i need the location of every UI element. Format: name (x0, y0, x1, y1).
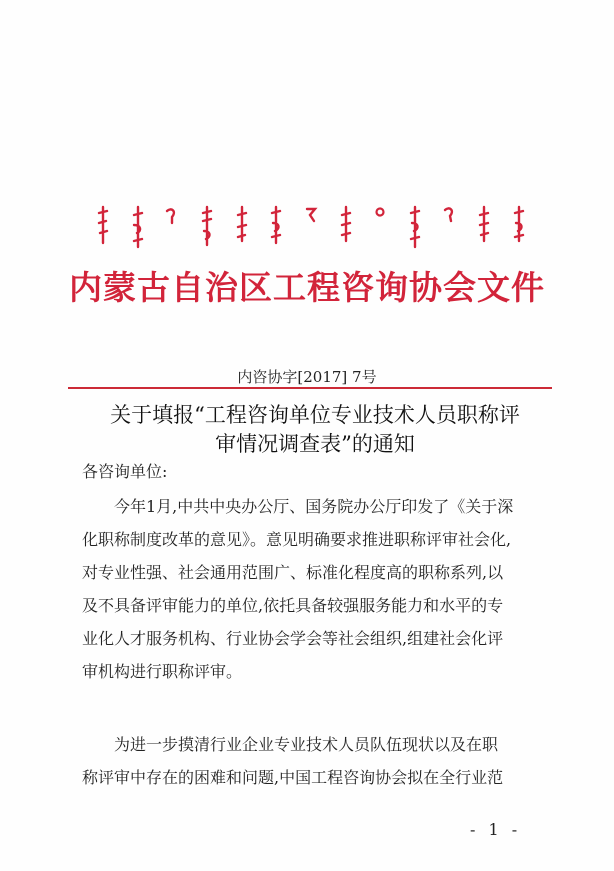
mongolian-script-glyph (373, 205, 387, 219)
paragraph-line: 今年1月,中共中央办公厅、国务院办公厅印发了《关于深 (82, 497, 514, 516)
document-number: 内咨协字[2017] 7号 (237, 368, 377, 386)
notice-title-line: 关于填报“工程咨询单位专业技术人员职称评 (110, 403, 520, 427)
page-number: - 1 - (470, 820, 522, 839)
paragraph-line: 业化人才服务机构、行业协会学会等社会组织,组建社会化评 (82, 629, 504, 648)
mongolian-script-header (96, 205, 526, 255)
paragraph-line: 审机构进行职称评审。 (82, 662, 243, 681)
notice-title-line: 审情况调查表”的通知 (215, 432, 415, 456)
mongolian-script-glyph (304, 205, 318, 223)
mongolian-script-glyph (235, 205, 249, 245)
mongolian-script-glyph (200, 205, 214, 249)
mongolian-script-glyph (477, 205, 491, 245)
mongolian-script-glyph (269, 205, 283, 247)
paragraph-line: 为进一步摸清行业企业专业技术人员队伍现状以及在职 (82, 735, 499, 754)
salutation: 各咨询单位: (82, 462, 168, 481)
paragraph-line: 称评审中存在的困难和问题,中国工程咨询协会拟在全行业范 (82, 768, 504, 787)
mongolian-script-glyph (165, 205, 179, 225)
mongolian-script-glyph (512, 205, 526, 245)
mongolian-script-glyph (339, 205, 353, 245)
body-paragraph (82, 728, 542, 794)
paragraph-line: 对专业性强、社会通用范围广、标准化程度高的职称系列,以 (82, 563, 504, 582)
mongolian-script-glyph (131, 205, 145, 251)
notice-title (90, 401, 540, 459)
body-paragraph (82, 490, 542, 688)
red-separator-rule (68, 387, 552, 389)
mongolian-script-glyph (443, 205, 457, 223)
paragraph-line: 化职称制度改革的意见》。意见明确要求推进职称评审社会化, (82, 530, 512, 549)
header-title: 内蒙古自治区工程咨询协会文件 (69, 268, 545, 307)
mongolian-script-glyph (96, 205, 110, 245)
paragraph-line: 及不具备评审能力的单位,依托具备较强服务能力和水平的专 (82, 596, 504, 615)
mongolian-script-glyph (408, 205, 422, 251)
